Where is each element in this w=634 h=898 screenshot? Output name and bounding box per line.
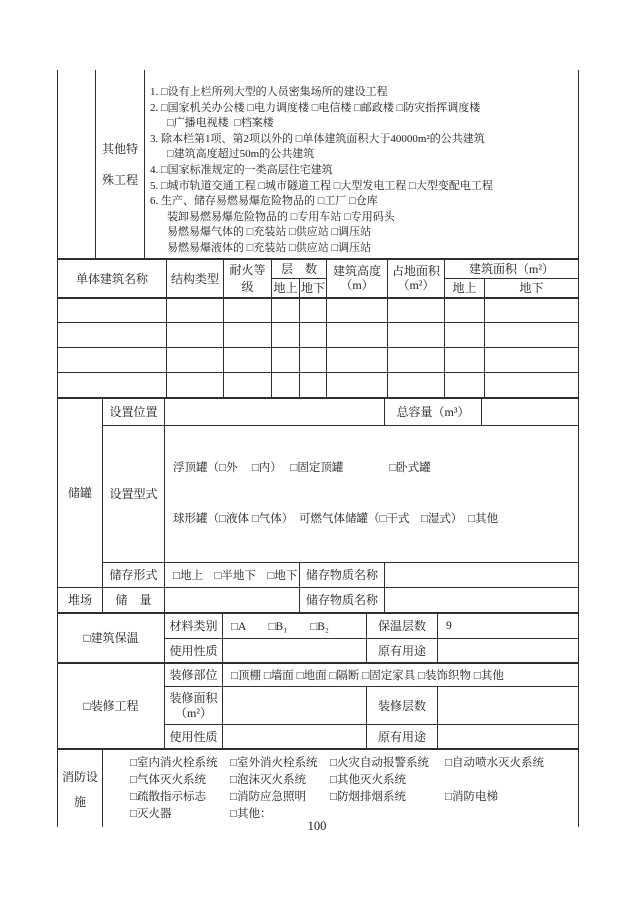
storage-tank-section [57, 397, 579, 613]
table-cell [445, 373, 485, 398]
label-line: （m²） [175, 705, 212, 720]
row-label-decoration-area [165, 687, 223, 725]
special-project-option-line: 6. 生产、储存易燃易爆危险物品的 □工厂 □仓库 [150, 195, 378, 208]
page-number: 100 [307, 819, 327, 833]
spacer-cell [58, 70, 96, 258]
special-project-option-line: 2. □国家机关办公楼 □电力调度楼 □电信楼 □邮政楼 □防灾指挥调度楼 [150, 101, 481, 114]
storage-quantity-value-cell [165, 587, 300, 612]
stored-material-value-cell [385, 562, 579, 587]
special-project-option-line: 4. □国家标准规定的一类高层住宅建筑 [150, 163, 333, 176]
usage-nature-value-cell [223, 639, 367, 663]
col-header-floors: 层 数 [272, 259, 327, 279]
checkbox-option: □其他灭火系统 [330, 774, 406, 786]
header-line: 建筑高度 [333, 264, 382, 278]
row-label-text: 殊工程 [101, 172, 138, 187]
special-project-option-line: □建筑高度超过50m的公共建筑 [167, 148, 315, 161]
col-header-building-name: 单体建筑名称 [58, 259, 167, 298]
position-value-cell [165, 398, 385, 425]
col-header-floors-below: 地下 [300, 279, 327, 298]
yard-material-value-cell [385, 587, 579, 612]
header-line: （m） [340, 278, 374, 292]
checkbox-option: □火灾自动报警系统 [330, 757, 429, 769]
checkbox-option: □其他： [230, 808, 272, 820]
table-cell [485, 373, 579, 398]
checkbox-option: □灭火器 [130, 808, 172, 820]
building-info-table [57, 258, 579, 399]
col-header-structure-type: 结构类型 [167, 259, 224, 298]
insulation-layers-value-cell: 9 [438, 613, 579, 639]
table-cell [58, 298, 167, 323]
table-cell [300, 373, 327, 398]
section-label-building-insulation: □建筑保温 [58, 613, 165, 663]
table-cell [167, 323, 224, 348]
checkbox-option: □消防应急照明 [230, 791, 306, 803]
table-cell [445, 348, 485, 373]
table-cell [58, 348, 167, 373]
table-cell [272, 298, 300, 323]
original-use-value-cell [438, 725, 579, 749]
label-line: 装修面积 [169, 690, 218, 705]
table-cell [388, 348, 445, 373]
special-project-option-line: 装卸易燃易爆危险物品的 □专用车站 □专用码头 [167, 210, 395, 223]
checkbox-option: □室内消火栓系统 [130, 757, 218, 769]
col-header-area-below: 地下 [485, 279, 579, 298]
header-line: 占地面积 [392, 264, 441, 278]
original-use-value-cell [438, 639, 579, 663]
section-label-decoration-works: □装修工程 [58, 663, 165, 749]
table-row [58, 298, 579, 323]
checkbox-option: □消防电梯 [445, 791, 498, 803]
special-project-option-line: 1. □设有上栏所列大型的人员密集场所的建设工程 [150, 86, 388, 98]
row-label-total-capacity: 总容量（m³） [385, 398, 482, 425]
row-label-original-use: 原有用途 [367, 725, 438, 749]
special-project-option-line: 易燃易爆液体的 □充装站 □供应站 □调压站 [167, 241, 372, 254]
row-label-decoration-parts: 装修部位 [165, 663, 223, 687]
table-cell [300, 348, 327, 373]
fire-facility-option-line [130, 755, 578, 772]
row-label-fire-facilities [58, 749, 103, 827]
row-label-position: 设置位置 [103, 398, 165, 425]
col-header-fire-rating: 耐火等级 [224, 259, 272, 298]
table-cell [58, 323, 167, 348]
table-cell [272, 348, 300, 373]
row-label-storage-tank: 储罐 [58, 398, 103, 587]
table-cell [388, 323, 445, 348]
table-row [58, 373, 579, 398]
usage-nature-value-cell [223, 725, 367, 749]
table-row [58, 323, 579, 348]
row-label-stored-material: 储存物质名称 [300, 562, 385, 587]
table-cell [167, 298, 224, 323]
table-cell [485, 298, 579, 323]
col-header-floor-area: 建筑面积（m²） [445, 259, 579, 279]
special-project-options-cell [145, 70, 579, 258]
table-cell [272, 323, 300, 348]
row-label-storage-form: 储存形式 [103, 562, 165, 587]
other-special-projects-section [57, 70, 579, 259]
row-label-tank-type: 设置型式 [103, 425, 165, 562]
row-label-insulation-layers: 保温层数 [367, 613, 438, 639]
checkbox-option: □疏散指示标志 [130, 791, 206, 803]
form-sheet [57, 70, 578, 827]
decoration-area-value-cell [223, 687, 367, 725]
table-cell [224, 298, 272, 323]
row-label-material-class: 材料类别 [165, 613, 223, 639]
row-label-text: 施 [73, 794, 86, 809]
tank-type-option-line: 球形罐（□液体 □气体） 可燃气体储罐（□干式 □湿式） □其他 [173, 512, 499, 525]
decoration-parts-options-cell: □顶棚 □墙面 □地面 □隔断 □固定家具 □装饰织物 □其他 [223, 663, 579, 687]
tank-type-options-cell [165, 425, 579, 562]
fire-facility-option-line [130, 772, 578, 789]
building-rows [58, 298, 579, 398]
storage-form-options-cell: □地上 □半地下 □地下 [165, 562, 300, 587]
label-gap [58, 785, 102, 793]
capacity-value-cell [482, 398, 579, 425]
table-cell [485, 323, 579, 348]
table-cell [388, 373, 445, 398]
row-label-other-special [96, 70, 145, 258]
table-cell [224, 323, 272, 348]
table-cell [485, 348, 579, 373]
table-cell [388, 298, 445, 323]
checkbox-option: □室外消火栓系统 [230, 757, 318, 769]
row-label-yard-material: 储存物质名称 [300, 587, 385, 612]
table-row [58, 348, 579, 373]
decoration-floors-value-cell [438, 687, 579, 725]
table-cell [167, 348, 224, 373]
insulation-decoration-section [57, 612, 579, 750]
row-label-storage-quantity: 储 量 [103, 587, 165, 612]
special-project-option-line: 5. □城市轨道交通工程 □城市隧道工程 □大型发电工程 □大型变配电工程 [150, 179, 493, 192]
row-label-original-use: 原有用途 [367, 639, 438, 663]
row-label-usage-nature: 使用性质 [165, 639, 223, 663]
table-cell [327, 373, 388, 398]
table-cell [224, 348, 272, 373]
table-cell [445, 323, 485, 348]
row-label-text: 其他特 [101, 141, 138, 156]
row-label-decoration-floors: 装修层数 [367, 687, 438, 725]
label-gap [96, 157, 144, 171]
checkbox-option: □防烟排烟系统 [330, 791, 406, 803]
table-cell [327, 323, 388, 348]
col-header-floors-above: 地上 [272, 279, 300, 298]
table-cell [327, 348, 388, 373]
special-project-option-line: 易燃易爆气体的 □充装站 □供应站 □调压站 [167, 226, 372, 239]
table-cell [58, 373, 167, 398]
col-header-area-above: 地上 [445, 279, 485, 298]
fire-facilities-options-cell [103, 749, 579, 827]
table-cell [300, 323, 327, 348]
fire-facility-option-line [130, 789, 578, 806]
tank-type-option-line: 浮顶罐（□外 □内） □固定顶罐 □卧式罐 [173, 461, 431, 474]
header-line: （m²） [397, 278, 435, 292]
fire-facilities-section [57, 748, 579, 827]
special-project-option-line: □广播电视楼 □档案楼 [167, 117, 274, 130]
table-cell [224, 373, 272, 398]
table-cell [300, 298, 327, 323]
table-cell [445, 298, 485, 323]
table-cell [167, 373, 224, 398]
table-cell [327, 298, 388, 323]
row-label-text: 消防设 [61, 769, 98, 784]
checkbox-option: □泡沫灭火系统 [230, 774, 306, 786]
col-header-building-height [327, 259, 388, 298]
row-label-stack-yard: 堆场 [58, 587, 103, 612]
row-label-usage-nature: 使用性质 [165, 725, 223, 749]
material-class-options-cell: □A □B₁ □B₂ [223, 613, 367, 639]
special-project-option-line: 3. 除本栏第1项、第2项以外的 □单体建筑面积大于40000m²的公共建筑 [150, 132, 485, 145]
col-header-footprint-area [388, 259, 445, 298]
table-cell [272, 373, 300, 398]
checkbox-option: □气体灭火系统 [130, 774, 206, 786]
checkbox-option: □自动喷水灭火系统 [445, 757, 544, 769]
